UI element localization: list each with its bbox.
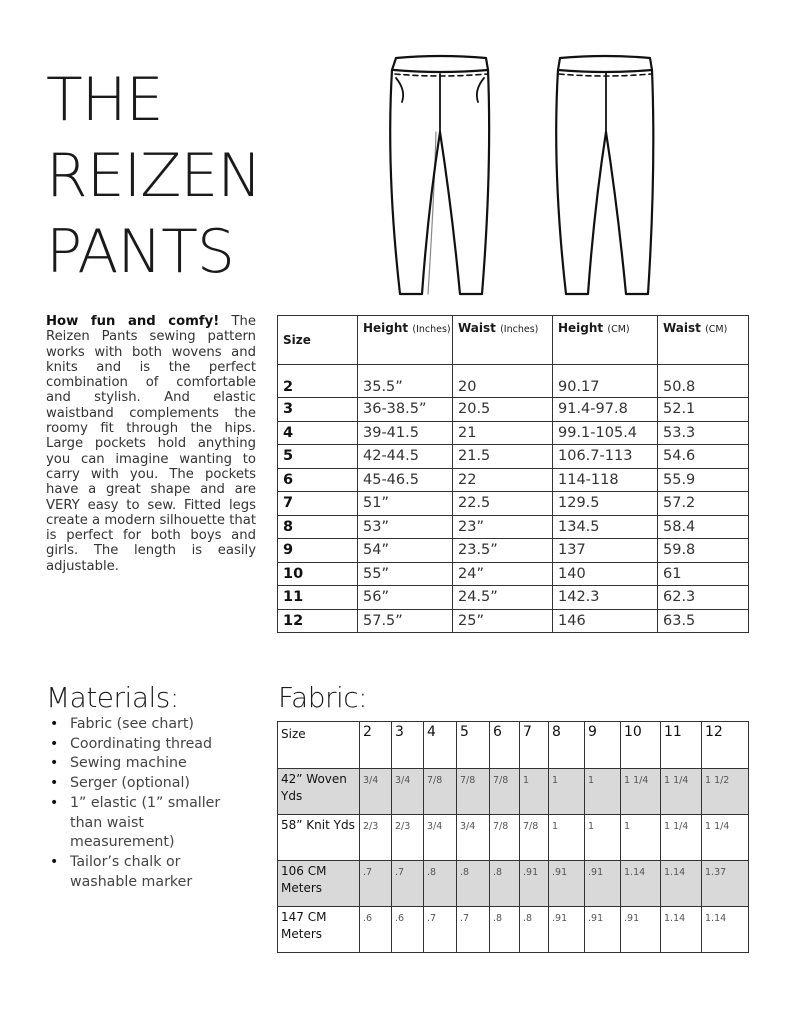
materials-item-text: Serger (optional) [70, 775, 190, 792]
materials-item [48, 735, 248, 755]
fabric-value-cell: 3/4 [360, 769, 392, 815]
size-chart-size-cell: 2 [278, 365, 358, 398]
size-chart-cell: 58.4 [658, 515, 749, 539]
size-chart-cell: 39-41.5 [358, 421, 453, 445]
fabric-value-cell: 1 [585, 815, 621, 861]
fabric-row-label: 58” Knit Yds [278, 815, 360, 861]
size-chart-row [278, 398, 749, 422]
materials-item-text: Sewing machine [70, 755, 187, 772]
size-chart-cell: 21.5 [453, 445, 553, 469]
fabric-value-cell: 7/8 [424, 769, 457, 815]
fabric-value-cell: 1 1/4 [661, 769, 702, 815]
bullet-icon: • [50, 853, 59, 870]
fabric-value-cell: 1 [621, 815, 661, 861]
fabric-size-header: 8 [549, 722, 585, 769]
size-chart-cell: 20.5 [453, 398, 553, 422]
fabric-value-cell: .8 [490, 861, 520, 907]
size-chart-size-cell: 10 [278, 562, 358, 586]
fabric-value-cell: 1 1/4 [621, 769, 661, 815]
intro-body: The Reizen Pants sewing pattern works with both wovens and knits and is the perfect combination of comfortable and stylish. And elastic waistband complements the roomy fit through the hips. Large pockets hold anything you can imagine wanting to carry with you. The pockets have a great shape and are VERY easy to sew. Fitted legs create a modern silhouette that is perfect for both boys and girls. The length is easily adjustable. [46, 314, 256, 574]
fabric-value-cell: .91 [549, 861, 585, 907]
size-chart-row [278, 468, 749, 492]
fabric-value-cell: 2/3 [392, 815, 424, 861]
size-chart-size-cell: 6 [278, 468, 358, 492]
materials-item [48, 754, 248, 774]
size-chart-row [278, 562, 749, 586]
size-chart-cell: 62.3 [658, 586, 749, 610]
fabric-row-label: 147 CM Meters [278, 907, 360, 953]
page-title [46, 62, 286, 290]
materials-item [48, 794, 248, 853]
size-chart-cell: 24” [453, 562, 553, 586]
size-chart-header [278, 316, 749, 365]
size-chart-cell: 55” [358, 562, 453, 586]
fabric-value-cell: 1 1/4 [702, 815, 749, 861]
bullet-icon: • [50, 716, 59, 732]
fabric-value-cell: .6 [392, 907, 424, 953]
title-line-1: THE [46, 65, 163, 135]
fabric-row-label: 42” Woven Yds [278, 769, 360, 815]
materials-item-text: Coordinating thread [70, 735, 212, 752]
size-chart-size-cell: 12 [278, 609, 358, 633]
size-chart-cell: 21 [453, 421, 553, 445]
size-chart-cell: 25” [453, 609, 553, 633]
size-chart-cell: 23” [453, 515, 553, 539]
size-chart-cell: 56” [358, 586, 453, 610]
fabric-value-cell: .8 [490, 907, 520, 953]
fabric-size-header: 2 [360, 722, 392, 769]
fabric-value-cell: 7/8 [490, 815, 520, 861]
size-chart-cell: 24.5” [453, 586, 553, 610]
fabric-value-cell: 1.14 [702, 907, 749, 953]
size-chart-size-cell: 7 [278, 492, 358, 516]
fabric-value-cell: .91 [621, 907, 661, 953]
fabric-value-cell: 3/4 [392, 769, 424, 815]
fabric-value-cell: 2/3 [360, 815, 392, 861]
size-chart-cell: 50.8 [658, 365, 749, 398]
size-chart-size-cell: 4 [278, 421, 358, 445]
fabric-value-cell: 7/8 [457, 769, 490, 815]
size-chart-cell: 55.9 [658, 468, 749, 492]
size-chart-cell: 137 [553, 539, 658, 563]
size-chart-row [278, 586, 749, 610]
materials-heading: Materials: [46, 681, 179, 714]
fabric-value-cell: 1 [549, 769, 585, 815]
fabric-value-cell: 1 1/4 [661, 815, 702, 861]
fabric-row [278, 769, 749, 815]
size-chart-header-cell: Waist (CM) [658, 316, 749, 365]
size-chart-header-cell: Height (CM) [553, 316, 658, 365]
fabric-value-cell: .7 [392, 861, 424, 907]
fabric-value-cell: 3/4 [457, 815, 490, 861]
intro-lead: How fun and comfy! [46, 314, 220, 329]
materials-list [48, 715, 248, 892]
bullet-icon: • [50, 755, 59, 772]
size-chart-cell: 22.5 [453, 492, 553, 516]
fabric-value-cell: .91 [520, 861, 549, 907]
fabric-value-cell: 1.37 [702, 861, 749, 907]
fabric-value-cell: .6 [360, 907, 392, 953]
fabric-value-cell: 1.14 [661, 861, 702, 907]
fabric-size-header: 4 [424, 722, 457, 769]
materials-item [48, 774, 248, 794]
size-chart-cell: 129.5 [553, 492, 658, 516]
size-chart-cell: 57.5” [358, 609, 453, 633]
size-chart-cell: 146 [553, 609, 658, 633]
size-chart-row [278, 365, 749, 398]
size-chart-cell: 142.3 [553, 586, 658, 610]
title-line-2: REIZEN [46, 141, 262, 211]
size-chart-cell: 91.4-97.8 [553, 398, 658, 422]
fabric-value-cell: .91 [585, 907, 621, 953]
materials-item-text: Tailor’s chalk or washable marker [70, 853, 193, 890]
fabric-value-cell: .7 [360, 861, 392, 907]
size-chart-cell: 61 [658, 562, 749, 586]
size-chart-cell: 114-118 [553, 468, 658, 492]
fabric-value-cell: .8 [424, 861, 457, 907]
size-chart-row [278, 492, 749, 516]
pants-back-view [556, 56, 653, 294]
fabric-value-cell: .91 [549, 907, 585, 953]
size-chart-row [278, 609, 749, 633]
fabric-value-cell: 1 [549, 815, 585, 861]
size-chart-table [277, 315, 749, 633]
fabric-size-header: 7 [520, 722, 549, 769]
fabric-value-cell: .7 [424, 907, 457, 953]
fabric-size-header: 11 [661, 722, 702, 769]
size-chart-size-cell: 11 [278, 586, 358, 610]
size-chart-cell: 42-44.5 [358, 445, 453, 469]
size-chart-cell: 134.5 [553, 515, 658, 539]
fabric-requirements-table [277, 721, 749, 953]
intro-paragraph [46, 314, 256, 574]
fabric-value-cell: .91 [585, 861, 621, 907]
fabric-value-cell: 1 [585, 769, 621, 815]
fabric-value-cell: 1 [520, 769, 549, 815]
size-chart-row [278, 445, 749, 469]
fabric-value-cell: .8 [520, 907, 549, 953]
fabric-size-header: 3 [392, 722, 424, 769]
size-chart-row [278, 539, 749, 563]
fabric-value-cell: .8 [457, 861, 490, 907]
size-chart-cell: 63.5 [658, 609, 749, 633]
fabric-row [278, 907, 749, 953]
size-chart-header-cell: Waist (Inches) [453, 316, 553, 365]
pants-front-view [390, 56, 489, 294]
size-chart-cell: 90.17 [553, 365, 658, 398]
fabric-size-header: 5 [457, 722, 490, 769]
size-chart-size-cell: 5 [278, 445, 358, 469]
bullet-icon: • [50, 735, 59, 752]
fabric-value-cell: 1.14 [661, 907, 702, 953]
fabric-row [278, 815, 749, 861]
size-chart-header-cell: Size [278, 316, 358, 365]
size-chart-header-cell: Height (Inches) [358, 316, 453, 365]
size-chart-cell: 140 [553, 562, 658, 586]
size-chart-cell: 20 [453, 365, 553, 398]
fabric-value-cell: 7/8 [490, 769, 520, 815]
size-chart-cell: 59.8 [658, 539, 749, 563]
fabric-size-header: 10 [621, 722, 661, 769]
fabric-value-cell: .7 [457, 907, 490, 953]
fabric-value-cell: 7/8 [520, 815, 549, 861]
size-chart-row [278, 515, 749, 539]
fabric-header-label: Size [278, 722, 360, 769]
size-chart-cell: 51” [358, 492, 453, 516]
fabric-size-header: 6 [490, 722, 520, 769]
fabric-row-label: 106 CM Meters [278, 861, 360, 907]
size-chart-cell: 57.2 [658, 492, 749, 516]
size-chart-cell: 36-38.5” [358, 398, 453, 422]
size-chart-size-cell: 8 [278, 515, 358, 539]
bullet-icon: • [50, 775, 59, 792]
size-chart-cell: 52.1 [658, 398, 749, 422]
size-chart-cell: 22 [453, 468, 553, 492]
fabric-value-cell: 3/4 [424, 815, 457, 861]
size-chart-row [278, 421, 749, 445]
size-chart-cell: 54.6 [658, 445, 749, 469]
materials-item [48, 715, 248, 735]
fabric-row [278, 861, 749, 907]
size-chart-cell: 99.1-105.4 [553, 421, 658, 445]
size-chart-cell: 53” [358, 515, 453, 539]
materials-item-text: Fabric (see chart) [70, 716, 194, 732]
fabric-value-cell: 1.14 [621, 861, 661, 907]
title-line-3: PANTS [46, 217, 235, 287]
size-chart-cell: 23.5” [453, 539, 553, 563]
size-chart-size-cell: 3 [278, 398, 358, 422]
size-chart-cell: 53.3 [658, 421, 749, 445]
size-chart-size-cell: 9 [278, 539, 358, 563]
fabric-size-header: 12 [702, 722, 749, 769]
materials-item-text: 1” elastic (1” smaller than waist measurement) [70, 794, 221, 851]
bullet-icon: • [50, 794, 59, 811]
fabric-header-row [278, 722, 749, 769]
materials-item [48, 853, 248, 892]
size-chart-cell: 106.7-113 [553, 445, 658, 469]
pants-illustration [380, 50, 670, 300]
fabric-value-cell: 1 1/2 [702, 769, 749, 815]
size-chart-cell: 45-46.5 [358, 468, 453, 492]
fabric-heading: Fabric: [278, 681, 368, 714]
size-chart-cell: 35.5” [358, 365, 453, 398]
size-chart-cell: 54” [358, 539, 453, 563]
fabric-size-header: 9 [585, 722, 621, 769]
